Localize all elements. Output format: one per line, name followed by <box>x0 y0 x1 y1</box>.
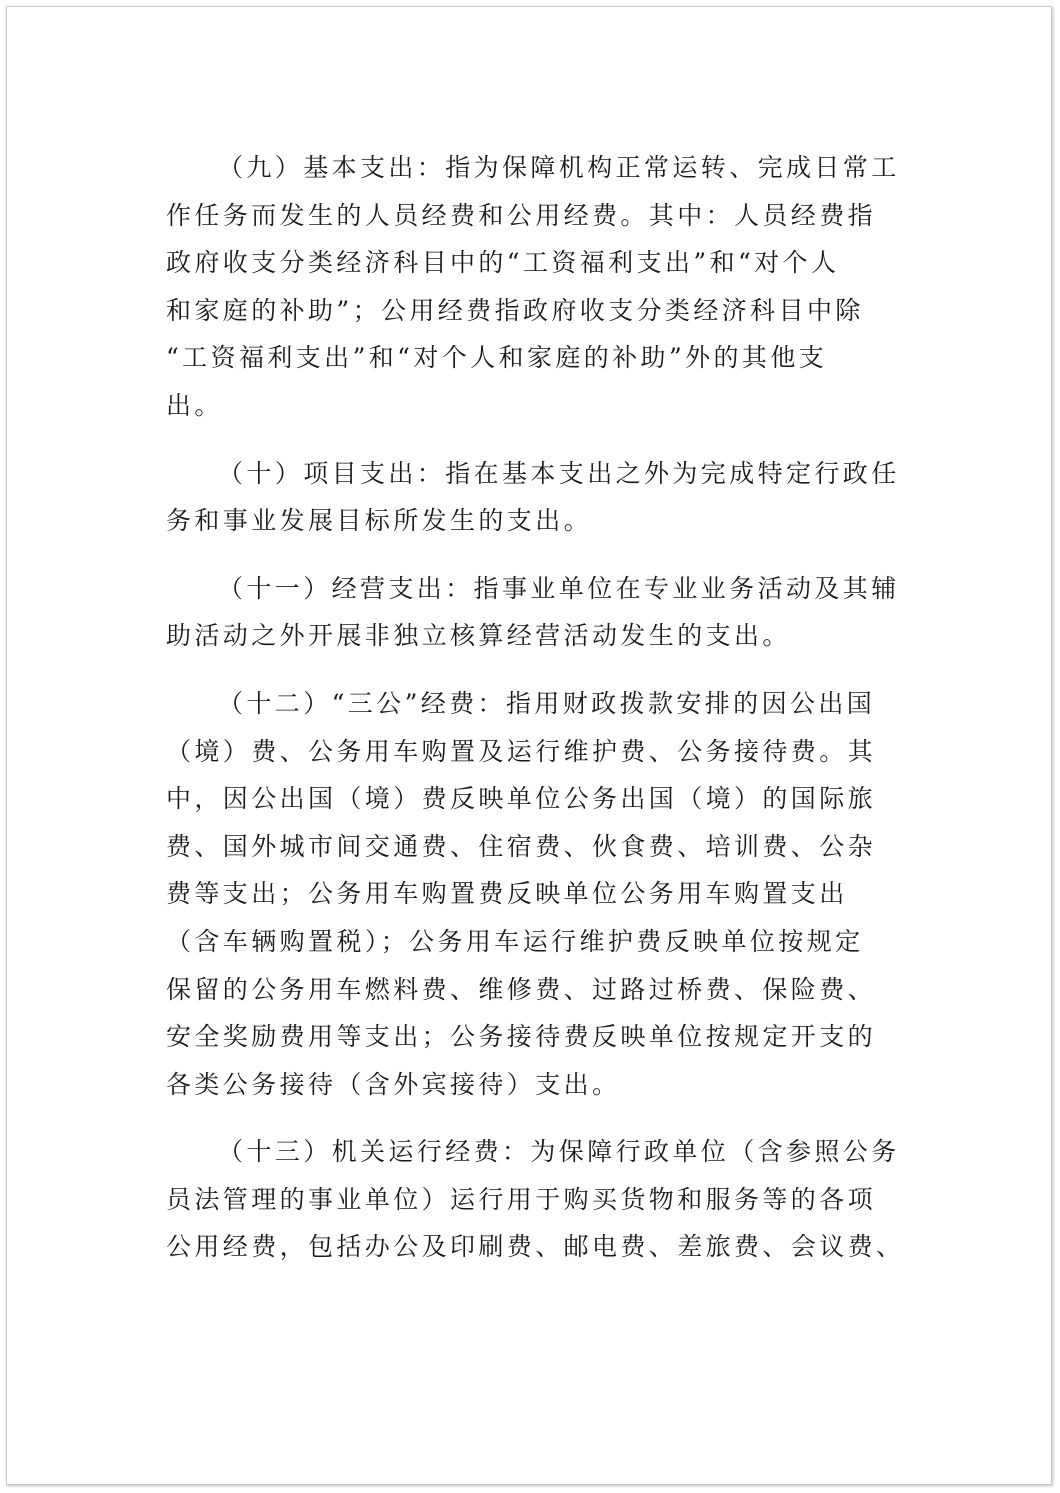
text-line: （十一）经营支出：指事业单位在专业业务活动及其辅 <box>218 573 900 603</box>
text-line: 保留的公务用车燃料费、维修费、过路过桥费、保险费、 <box>166 974 877 1004</box>
text-line: 各类公务接待（含外宾接待）支出。 <box>166 1069 621 1099</box>
text-line: 助活动之外开展非独立核算经营活动发生的支出。 <box>166 621 791 651</box>
text-line: （九）基本支出：指为保障机构正常运转、完成日常工 <box>218 153 900 182</box>
text-line: “工资福利支出”和“对个人和家庭的补助”外的其他支 <box>166 343 828 373</box>
paragraph-basic-expenditure <box>166 144 906 430</box>
text-line: （十三）机关运行经费：为保障行政单位（含参照公务 <box>218 1137 900 1167</box>
text-line: 公用经费，包括办公及印刷费、邮电费、差旅费、会议费、 <box>166 1232 905 1262</box>
paragraph-agency-operating-funds <box>166 1128 906 1271</box>
document-body <box>166 144 906 1291</box>
text-line: （十二）“三公”经费：指用财政拨款安排的因公出国 <box>218 688 876 718</box>
text-line: 和家庭的补助”；公用经费指政府收支分类经济科目中除 <box>166 295 864 325</box>
text-line: 安全奖励费用等支出；公务接待费反映单位按规定开支的 <box>166 1022 877 1052</box>
text-line: 中，因公出国（境）费反映单位公务出国（境）的国际旅 <box>166 784 877 814</box>
text-line: 费等支出；公务用车购置费反映单位公务用车购置支出 <box>166 879 848 909</box>
paragraph-operating-expenditure <box>166 565 906 660</box>
text-line: 务和事业发展目标所发生的支出。 <box>166 506 593 536</box>
text-line: （境）费、公务用车购置及运行维护费、公务接待费。其 <box>166 736 877 766</box>
text-line: 费、国外城市间交通费、住宿费、伙食费、培训费、公杂 <box>166 831 877 861</box>
text-line: 政府收支分类经济科目中的“工资福利支出”和“对个人 <box>166 248 840 278</box>
paragraph-project-expenditure <box>166 450 906 545</box>
text-line: （含车辆购置税）；公务用车运行维护费反映单位按规定 <box>166 926 864 956</box>
text-line: 出。 <box>166 390 223 420</box>
text-line: 作任务而发生的人员经费和公用经费。其中：人员经费指 <box>166 200 877 230</box>
paragraph-three-public-expenses <box>166 680 906 1108</box>
text-line: 员法管理的事业单位）运行用于购买货物和服务等的各项 <box>166 1184 877 1214</box>
document-page <box>6 6 1052 1485</box>
text-line: （十）项目支出：指在基本支出之外为完成特定行政任 <box>218 458 900 488</box>
